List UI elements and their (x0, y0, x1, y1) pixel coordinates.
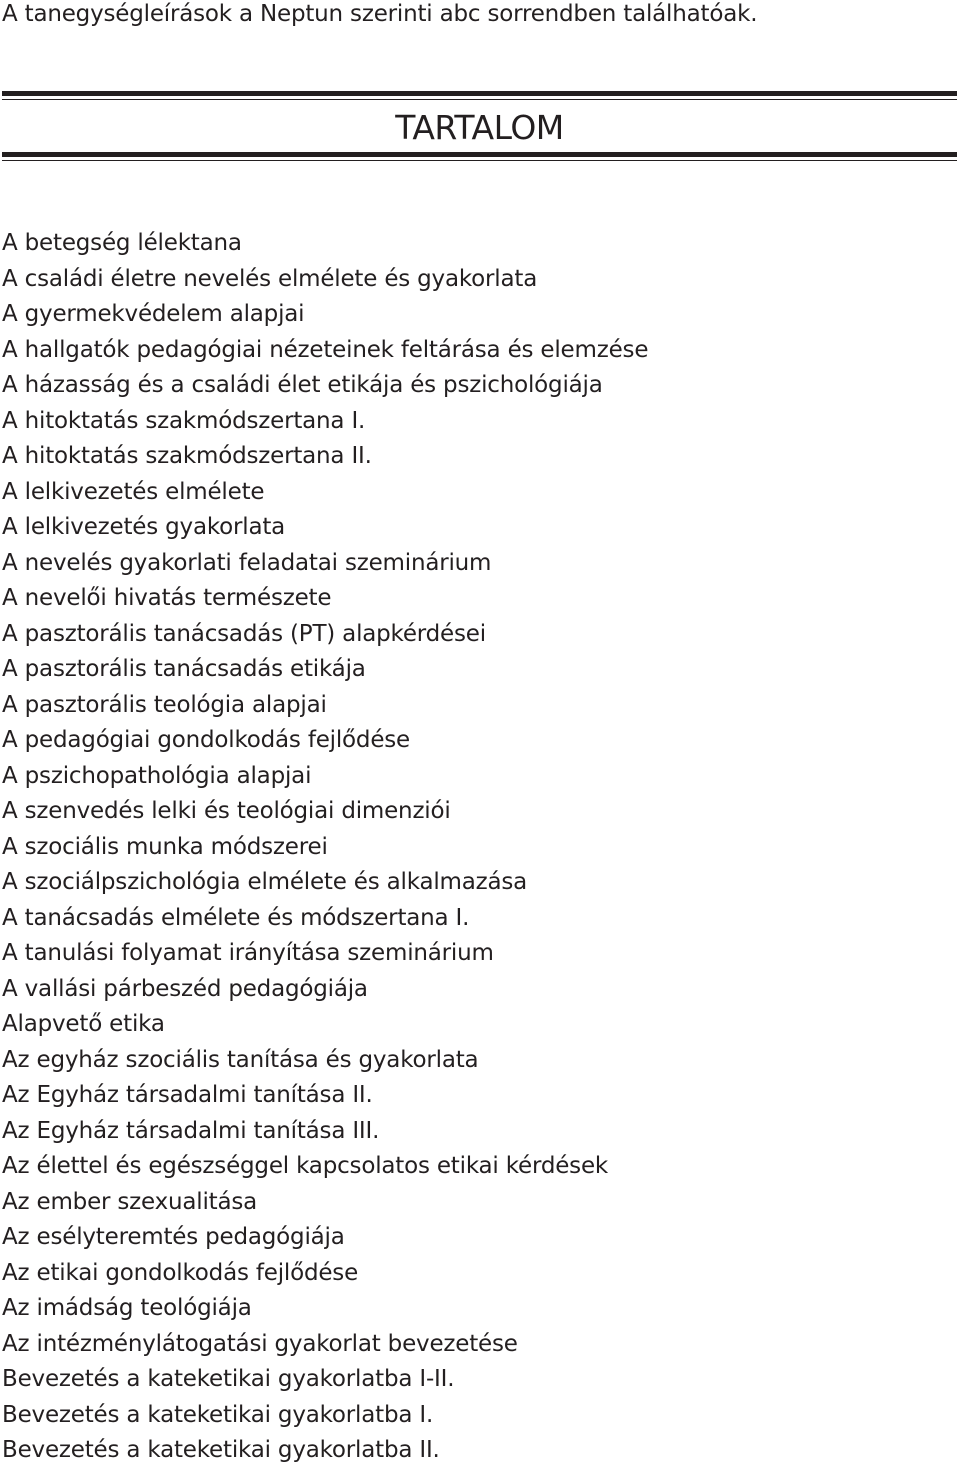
toc-item: A lelkivezetés gyakorlata (2, 514, 286, 540)
toc-item: A gyermekvédelem alapjai (2, 301, 305, 327)
toc-item: A hitoktatás szakmódszertana II. (2, 443, 372, 469)
toc-item: Alapvető etika (2, 1011, 165, 1037)
toc-item: A vallási párbeszéd pedagógiája (2, 975, 368, 1002)
toc-item: A nevelés gyakorlati feladatai szeminárium (2, 549, 492, 576)
toc-item: Bevezetés a kateketikai gyakorlatba I-II. (2, 1366, 455, 1392)
toc-item: A pasztorális tanácsadás etikája (2, 656, 366, 682)
toc-item: A tanulási folyamat irányítása szeminárium (2, 940, 494, 966)
toc-item: A pszichopathológia alapjai (2, 762, 312, 789)
toc-item: Az intézménylátogatási gyakorlat bevezetése (2, 1330, 518, 1357)
toc-item: A pasztorális teológia alapjai (2, 691, 327, 718)
page-title: TARTALOM (395, 108, 564, 147)
toc-item: A nevelői hivatás természete (2, 585, 332, 611)
toc-item: Az imádság teológiája (2, 1295, 252, 1321)
toc-item: Az ember szexualitása (2, 1188, 258, 1215)
toc-item: A pedagógiai gondolkodás fejlődése (2, 727, 410, 753)
toc-item: A betegség lélektana (2, 230, 242, 256)
heading-top-rule-thin (2, 99, 957, 100)
toc-item: Az élettel és egészséggel kapcsolatos etikai kérdések (2, 1153, 609, 1179)
toc-item: Az Egyház társadalmi tanítása III. (2, 1117, 380, 1144)
toc-item: A szenvedés lelki és teológiai dimenziói (2, 798, 451, 824)
toc-item: A szociálpszichológia elmélete és alkalmazása (2, 869, 528, 895)
heading-bottom-rule (2, 152, 957, 157)
toc-item: A házasság és a családi élet etikája és pszichológiája (2, 372, 603, 398)
toc-item: Bevezetés a kateketikai gyakorlatba I. (2, 1401, 434, 1428)
intro-note: A tanegységleírások a Neptun szerinti abc sorrendben találhatóak. (2, 1, 758, 27)
toc-item: A szociális munka módszerei (2, 833, 328, 860)
toc-item: Bevezetés a kateketikai gyakorlatba II. (2, 1437, 440, 1463)
toc-item: A lelkivezetés elmélete (2, 478, 265, 505)
heading-top-rule (2, 91, 957, 96)
toc-item: A tanácsadás elmélete és módszertana I. (2, 904, 470, 931)
table-of-contents (2, 226, 648, 1469)
toc-item: A hallgatók pedagógiai nézeteinek feltárása és elemzése (2, 336, 649, 363)
toc-item: A családi életre nevelés elmélete és gyakorlata (2, 265, 538, 292)
toc-item: A hitoktatás szakmódszertana I. (2, 407, 366, 434)
toc-item: Az egyház szociális tanítása és gyakorlata (2, 1046, 479, 1073)
toc-item: Az Egyház társadalmi tanítása II. (2, 1082, 373, 1108)
toc-item: A pasztorális tanácsadás (PT) alapkérdései (2, 620, 486, 647)
toc-item: Az esélyteremtés pedagógiája (2, 1224, 345, 1250)
heading-bottom-rule-thin (2, 160, 957, 161)
toc-item: Az etikai gondolkodás fejlődése (2, 1259, 359, 1286)
